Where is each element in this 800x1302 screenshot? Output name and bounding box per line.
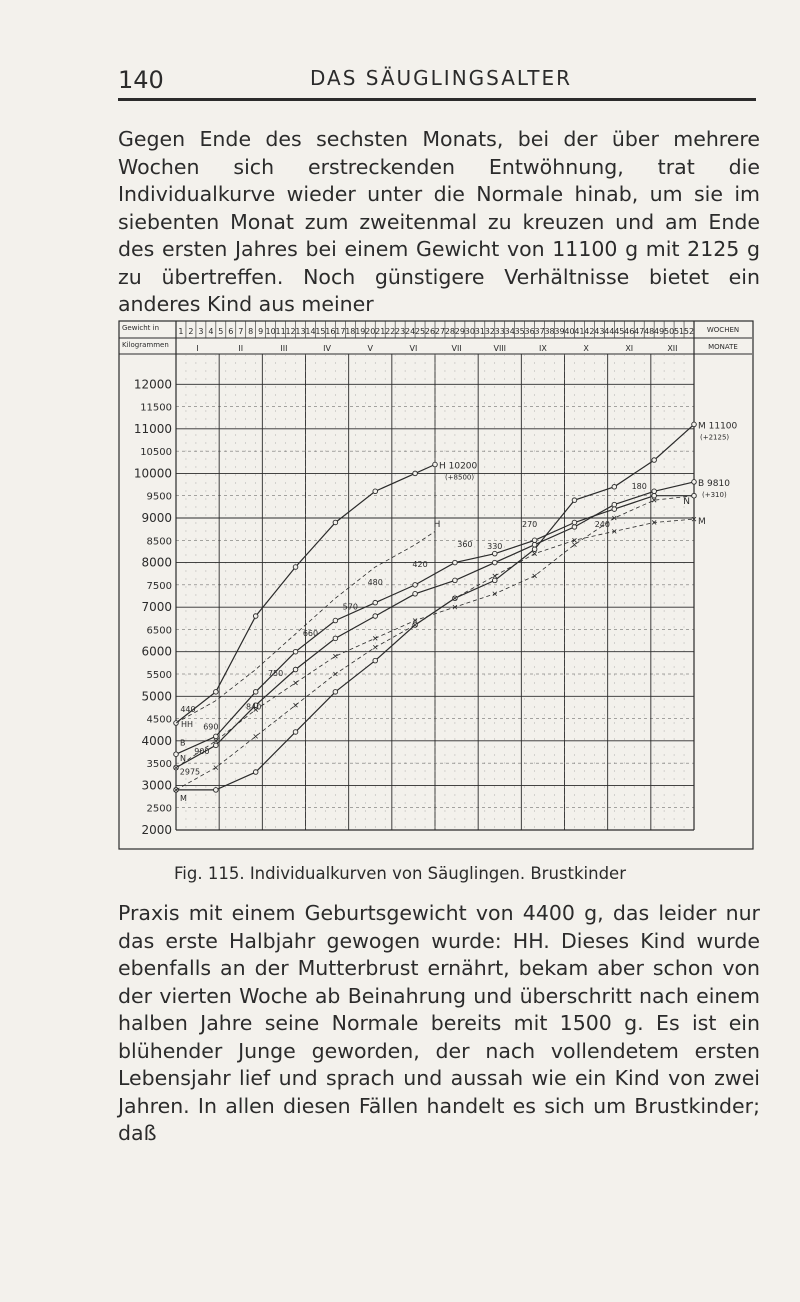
- week-tick-label: 51: [673, 327, 685, 336]
- week-tick-label: 28: [444, 327, 456, 336]
- annotation-label: (+8500): [444, 473, 475, 482]
- paragraph-1: Gegen Ende des sechsten Monats, bei der über mehrere Wochen sich erstreckenden Entwöhnung, trat die Individualkurve wieder unter die Normale hinab, um sie im siebenten Monat zum zweitenmal zu kreuzen und am Ende des ersten Jahres bei einem Gewicht von 11100 g mit 2125 g zu übertreffen. Noch günstigere Verhältnisse bietet ein anderes Kind aus meiner: [118, 127, 760, 316]
- data-point: [652, 493, 657, 498]
- week-tick-label: 34: [504, 327, 515, 336]
- increment-label: 240: [594, 519, 610, 529]
- data-point: [373, 489, 378, 494]
- week-tick-label: 12: [285, 327, 296, 336]
- data-point: [333, 618, 338, 623]
- increment-label: 570: [342, 602, 358, 612]
- month-tick-label: VII: [451, 344, 462, 353]
- corner-label: Gewicht in: [122, 324, 160, 332]
- y-tick-label: 6500: [146, 625, 172, 637]
- week-tick-label: 26: [424, 327, 436, 336]
- month-tick-label: I: [196, 344, 199, 353]
- annotation-label: HH: [180, 720, 194, 730]
- data-point: [293, 730, 298, 735]
- week-tick-label: 50: [664, 327, 675, 336]
- month-tick-label: V: [367, 344, 373, 353]
- data-point: [293, 565, 298, 570]
- week-tick-label: 36: [524, 327, 535, 336]
- week-tick-label: 48: [644, 327, 655, 336]
- data-point: [532, 547, 537, 552]
- data-point: [333, 654, 337, 658]
- week-tick-label: 35: [514, 327, 525, 336]
- y-tick-label: 8500: [146, 536, 172, 548]
- data-point: [373, 600, 378, 605]
- weeks-label: WOCHEN: [706, 326, 740, 334]
- data-point: [532, 542, 537, 547]
- data-point: [572, 525, 577, 530]
- week-tick-label: 22: [385, 327, 396, 336]
- y-tick-label: 5000: [141, 689, 172, 704]
- page-number: 140: [118, 66, 164, 94]
- data-point: [612, 502, 617, 507]
- month-tick-label: II: [238, 344, 244, 353]
- data-point: [692, 422, 697, 427]
- week-tick-label: 46: [624, 327, 635, 336]
- data-point: [493, 574, 497, 578]
- data-point: [294, 681, 298, 685]
- week-tick-label: 47: [634, 327, 645, 336]
- annotation-label: M 11100: [698, 421, 738, 432]
- increment-label: 2975: [179, 767, 201, 777]
- week-tick-label: 1: [178, 327, 184, 336]
- annotation-label: B: [179, 738, 186, 748]
- data-point: [174, 752, 179, 757]
- data-point: [214, 788, 219, 793]
- increment-label: 360: [457, 539, 473, 549]
- y-tick-label: 10000: [133, 466, 172, 481]
- data-point: [453, 560, 458, 565]
- month-tick-label: VI: [409, 344, 418, 353]
- month-tick-label: IV: [323, 344, 332, 353]
- week-tick-label: 25: [414, 327, 426, 336]
- increment-label: 180: [631, 482, 647, 492]
- data-point: [692, 493, 697, 498]
- increment-label: 480: [367, 577, 383, 587]
- increment-label: 270: [521, 519, 538, 529]
- month-tick-label: IX: [538, 344, 547, 353]
- data-point: [373, 636, 377, 640]
- data-point: [293, 667, 298, 672]
- data-point: [253, 770, 258, 775]
- y-tick-label: 2500: [146, 803, 172, 815]
- y-tick-label: 4500: [146, 714, 172, 726]
- y-tick-label: 7500: [146, 580, 172, 592]
- data-point: [433, 462, 438, 467]
- annotation-label: B 9810: [698, 478, 730, 489]
- data-point: [572, 520, 577, 525]
- data-point: [413, 583, 418, 588]
- paragraph-2: Praxis mit einem Geburtsgewicht von 4400 g, das leider nur das erste Halbjahr gewogen wurde: HH. Dieses Kind wurde ebenfalls an der Mutterbrust ernährt, bekam aber schon von der vierten Woche ab Beinahrung und überschritt nach einem halben Jahre seine Normale bereits mit 1500 g. Es ist ein blühender Junge geworden, der nach vollendetem ersten Lebensjahr lief und sprach und aussah wie ein Kind von zwei Jahren. In allen diesen Fällen handelt es sich um Brustkinder; daß: [118, 901, 760, 1145]
- annotation-label: N: [683, 497, 690, 508]
- data-point: [413, 591, 418, 596]
- running-head: DAS SÄUGLINGSALTER: [310, 66, 573, 90]
- week-tick-label: 41: [574, 327, 585, 336]
- figure-chart: [118, 320, 754, 850]
- data-point: [254, 734, 258, 738]
- data-point: [214, 734, 219, 739]
- week-tick-label: 32: [484, 327, 495, 336]
- week-tick-label: 38: [544, 327, 555, 336]
- y-tick-label: 9000: [141, 511, 172, 525]
- increment-label: 690: [203, 722, 219, 732]
- annotation-label: M: [179, 794, 187, 804]
- week-tick-label: 19: [355, 327, 366, 336]
- data-point: [333, 520, 338, 525]
- corner-label: Kilogrammen: [122, 341, 169, 349]
- week-tick-label: 20: [365, 327, 376, 336]
- week-tick-label: 10: [265, 327, 276, 336]
- annotation-label: H 10200: [438, 461, 478, 472]
- data-point: [174, 721, 179, 726]
- y-tick-label: 9500: [146, 491, 172, 503]
- week-tick-label: 4: [208, 327, 214, 336]
- month-tick-label: XI: [625, 344, 634, 353]
- increment-label: 900: [194, 747, 210, 757]
- y-tick-label: 8000: [141, 555, 172, 570]
- chart-svg: [118, 320, 754, 850]
- y-tick-label: 10500: [140, 447, 172, 459]
- week-tick-label: 7: [238, 327, 244, 336]
- y-tick-label: 11000: [133, 421, 172, 436]
- month-tick-label: X: [583, 344, 589, 353]
- chart-labels: [122, 324, 739, 837]
- week-tick-label: 23: [395, 327, 406, 336]
- data-point: [492, 551, 497, 556]
- y-tick-label: 3500: [146, 759, 172, 771]
- y-tick-label: 12000: [133, 377, 172, 392]
- week-tick-label: 44: [604, 327, 615, 336]
- annotation-label: (+310): [702, 491, 727, 500]
- week-tick-label: 30: [464, 327, 475, 336]
- data-point: [293, 649, 298, 654]
- y-tick-label: 4000: [141, 733, 172, 748]
- week-tick-label: 42: [584, 327, 595, 336]
- header-rule: [118, 98, 756, 101]
- data-point: [532, 538, 537, 543]
- month-tick-label: VIII: [493, 344, 507, 353]
- data-point: [373, 658, 378, 663]
- week-tick-label: 49: [654, 327, 665, 336]
- data-point: [373, 645, 377, 649]
- data-point: [453, 578, 458, 583]
- week-tick-label: 43: [594, 327, 605, 336]
- y-tick-label: 3000: [141, 778, 172, 793]
- week-tick-label: 16: [325, 327, 336, 336]
- week-tick-label: 8: [248, 327, 254, 336]
- week-tick-label: 5: [218, 327, 224, 336]
- data-point: [333, 690, 338, 695]
- week-tick-label: 6: [228, 327, 234, 336]
- week-tick-label: 33: [494, 327, 505, 336]
- increment-label: 330: [487, 542, 503, 552]
- data-point: [413, 471, 418, 476]
- week-tick-label: 9: [258, 327, 264, 336]
- data-point: [333, 636, 338, 641]
- week-tick-label: 15: [315, 327, 326, 336]
- week-tick-label: 45: [614, 327, 625, 336]
- y-tick-label: 2000: [141, 823, 172, 837]
- data-point: [373, 614, 378, 619]
- page-header: [118, 62, 758, 98]
- increment-label: 660: [302, 629, 319, 639]
- week-tick-label: 3: [198, 327, 204, 336]
- data-point: [572, 498, 577, 503]
- week-tick-label: 18: [345, 327, 356, 336]
- y-tick-label: 7000: [141, 600, 172, 615]
- data-point: [492, 578, 497, 583]
- week-tick-label: 39: [554, 327, 565, 336]
- week-tick-label: 37: [534, 327, 545, 336]
- week-tick-label: 40: [564, 327, 575, 336]
- week-tick-label: 52: [683, 327, 695, 336]
- data-point: [253, 690, 258, 695]
- data-point: [214, 690, 219, 695]
- data-point: [692, 480, 697, 485]
- week-tick-label: 29: [454, 327, 465, 336]
- increment-label: 750: [267, 669, 284, 679]
- annotation-label: N: [179, 753, 186, 763]
- annotation-label: M: [698, 517, 706, 528]
- data-point: [214, 743, 219, 748]
- data-point: [214, 766, 218, 770]
- month-tick-label: XII: [667, 344, 678, 353]
- figure-caption: Fig. 115. Individualkurven von Säuglingen. Brustkinder: [174, 864, 626, 883]
- y-tick-label: 6000: [141, 644, 172, 659]
- week-tick-label: 24: [405, 327, 416, 336]
- week-tick-label: 13: [295, 327, 306, 336]
- increment-label: 440: [180, 704, 196, 714]
- week-tick-label: 14: [305, 327, 316, 336]
- week-tick-label: 21: [375, 327, 386, 336]
- y-tick-label: 5500: [146, 670, 172, 681]
- y-tick-label: 11500: [140, 402, 172, 414]
- data-point: [652, 489, 657, 494]
- data-point: [652, 458, 657, 463]
- week-tick-label: 27: [434, 327, 446, 336]
- data-point: [253, 614, 258, 619]
- week-tick-label: 17: [335, 327, 346, 336]
- data-point: [612, 507, 617, 512]
- week-tick-label: 31: [474, 327, 485, 336]
- data-point: [612, 485, 617, 490]
- month-tick-label: III: [280, 344, 288, 353]
- annotation-label: (+2125): [700, 433, 730, 442]
- annotation-label: H: [433, 519, 441, 530]
- increment-label: 840: [246, 702, 262, 712]
- data-point: [533, 574, 537, 578]
- months-label: MONATE: [708, 343, 738, 351]
- week-tick-label: 2: [188, 327, 194, 336]
- week-tick-label: 11: [275, 327, 286, 336]
- data-point: [492, 560, 497, 565]
- increment-label: 420: [412, 560, 428, 570]
